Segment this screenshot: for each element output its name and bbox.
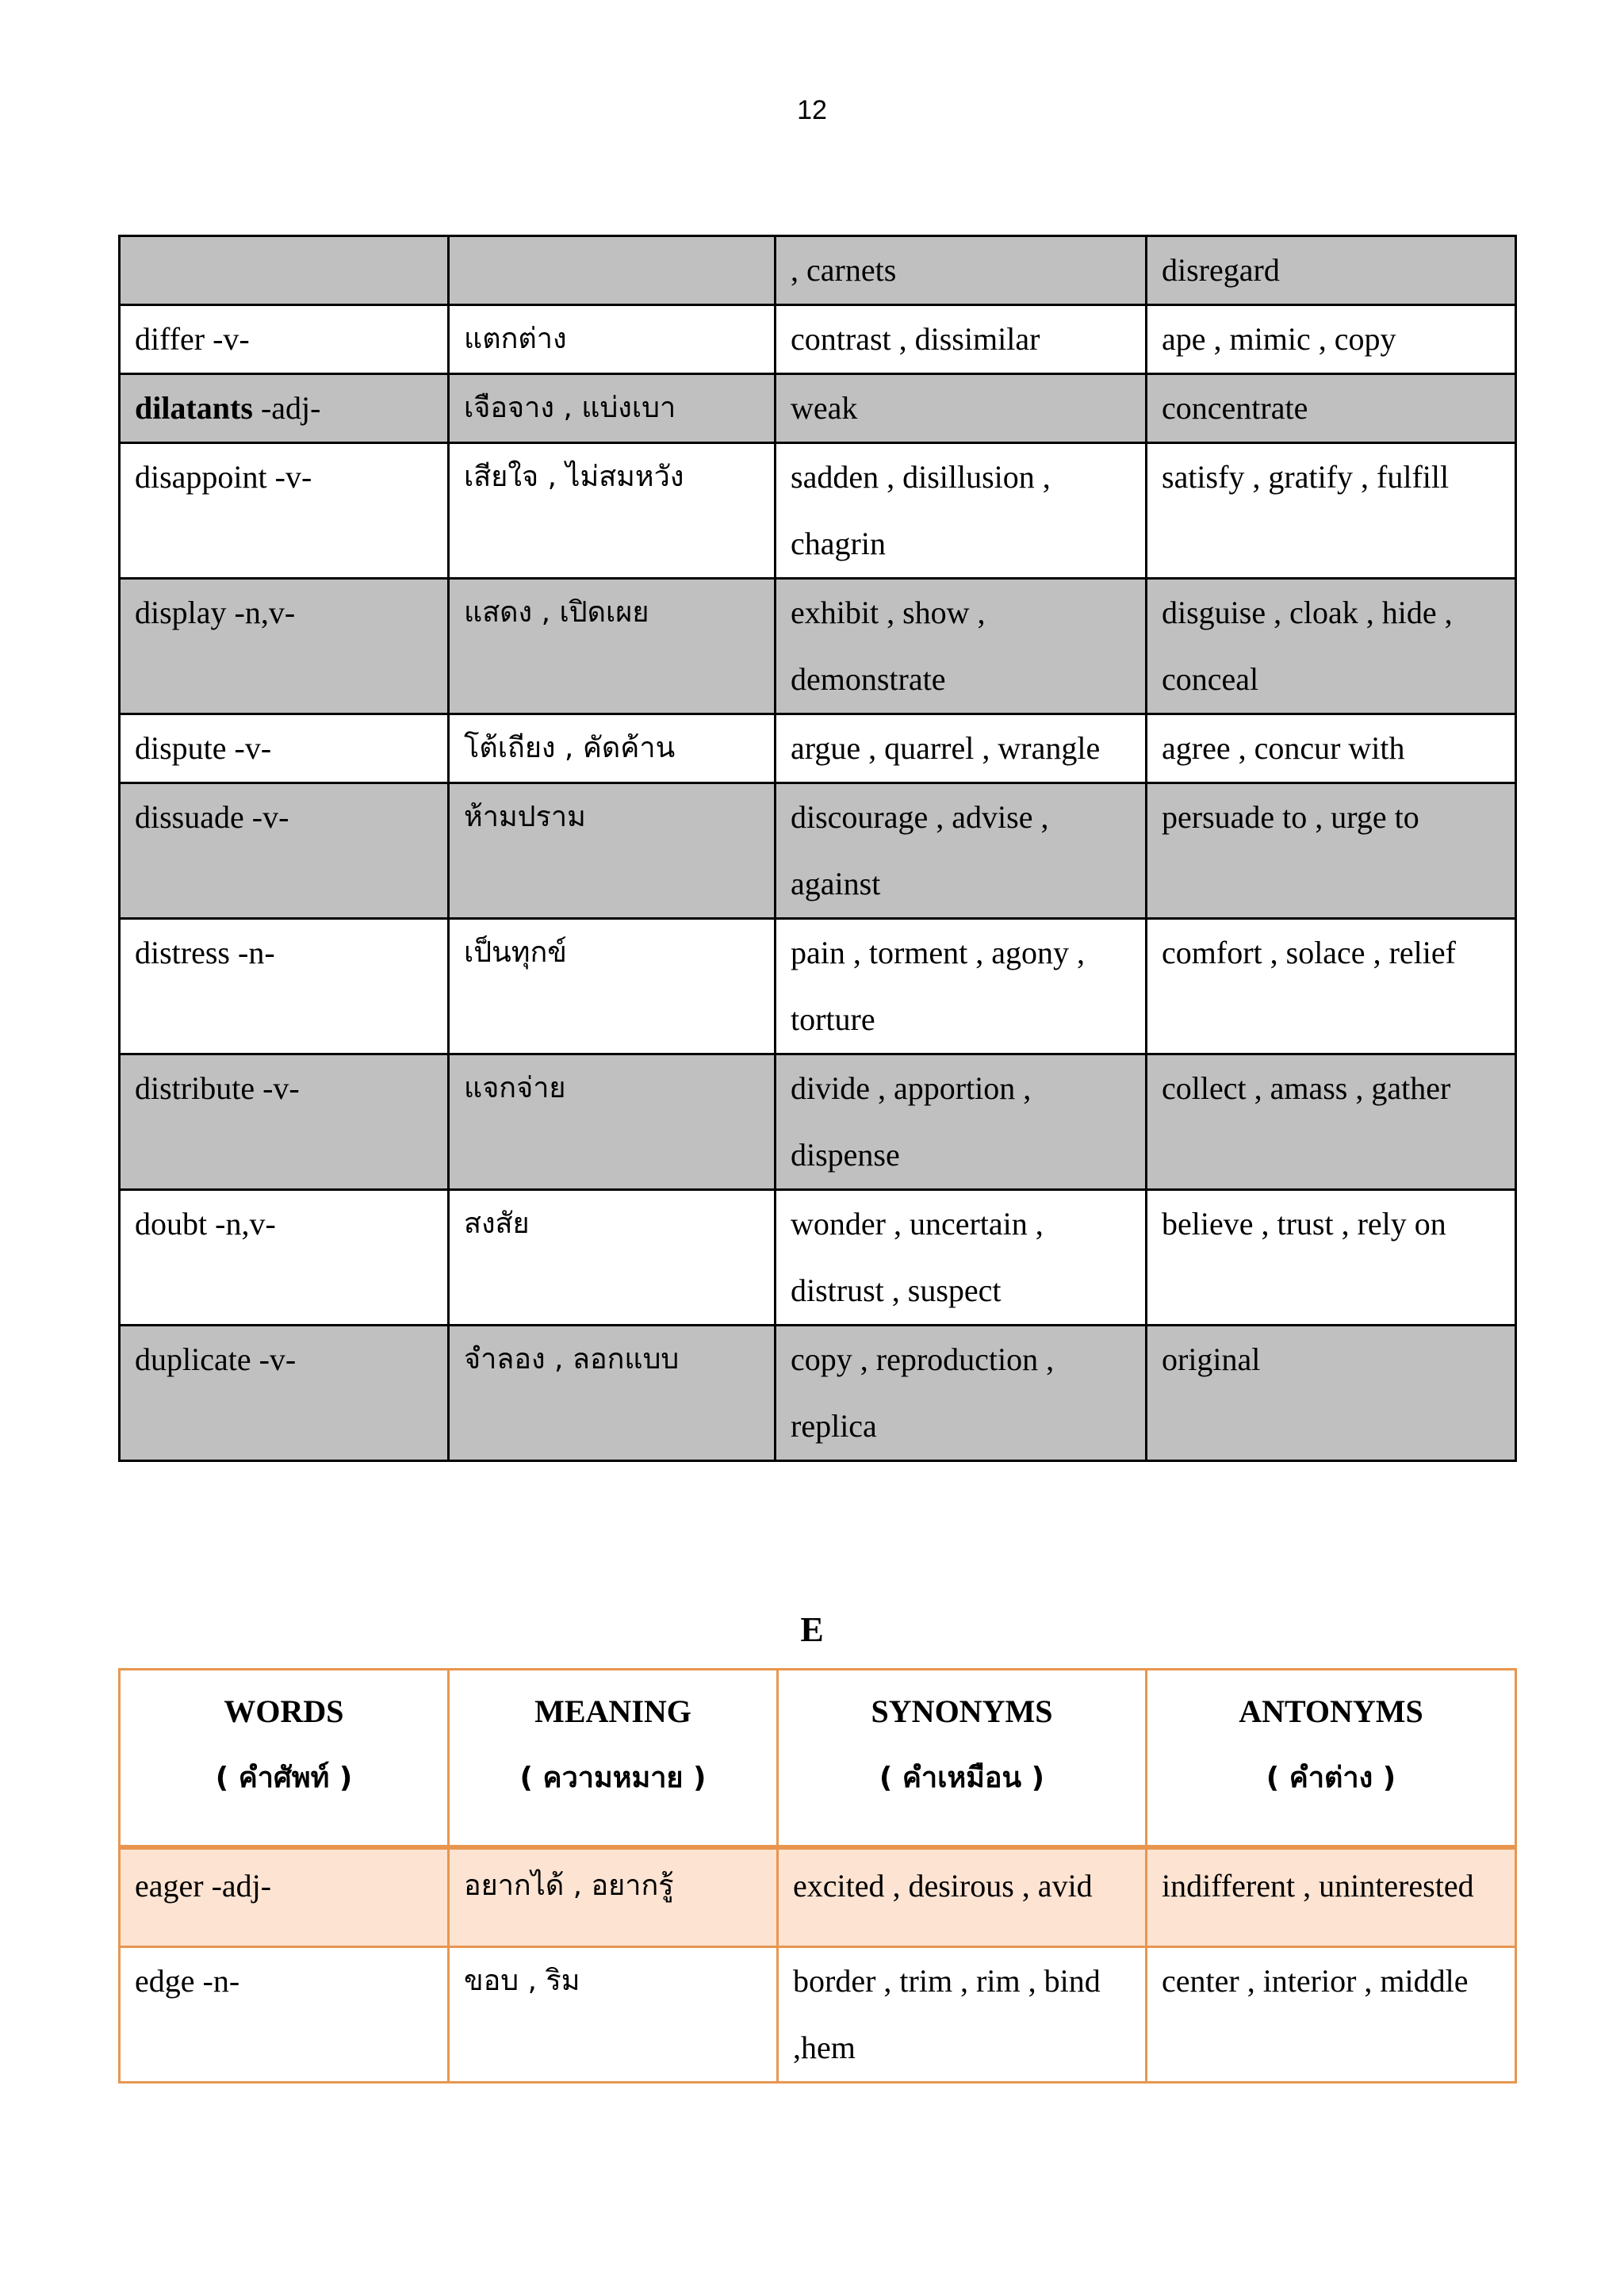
word-cell: doubt -n,v- (120, 1190, 449, 1326)
meaning-cell: ขอบ , ริม (449, 1947, 778, 2083)
word-cell: display -n,v- (120, 579, 449, 714)
header-meaning: MEANING ( ความหมาย ) (449, 1670, 778, 1848)
table-row (120, 1847, 1516, 1947)
word-cell: edge -n- (120, 1947, 449, 2083)
synonyms-cell: border , trim , rim , bind ,hem (778, 1947, 1147, 2083)
meaning-cell: แตกต่าง (449, 305, 776, 374)
word-cell: eager -adj- (120, 1847, 449, 1947)
word-cell: dilatants -adj- (120, 374, 449, 443)
synonyms-cell: copy , reproduction , replica (776, 1326, 1147, 1461)
antonyms-cell: satisfy , gratify , fulfill (1147, 443, 1516, 579)
table-row (120, 236, 1516, 305)
word-cell: disappoint -v- (120, 443, 449, 579)
table-row (120, 374, 1516, 443)
word-cell: differ -v- (120, 305, 449, 374)
word-cell: distribute -v- (120, 1054, 449, 1190)
section-heading: E (800, 1610, 824, 1649)
synonyms-cell: discourage , advise , against (776, 783, 1147, 919)
table-row (120, 919, 1516, 1054)
meaning-cell: อยากได้ , อยากรู้ (449, 1847, 778, 1947)
synonyms-cell: sadden , disillusion , chagrin (776, 443, 1147, 579)
synonyms-cell: divide , apportion , dispense (776, 1054, 1147, 1190)
header-words: WORDS ( คำศัพท์ ) (120, 1670, 449, 1848)
header-antonyms: ANTONYMS ( คำต่าง ) (1147, 1670, 1516, 1848)
vocabulary-table-e (118, 1668, 1517, 2084)
synonyms-cell: wonder , uncertain , distrust , suspect (776, 1190, 1147, 1326)
antonyms-cell: indifferent , uninterested (1147, 1847, 1516, 1947)
meaning-cell: เป็นทุกข์ (449, 919, 776, 1054)
synonyms-cell: exhibit , show , demonstrate (776, 579, 1147, 714)
table-row (120, 443, 1516, 579)
vocabulary-table-d (118, 235, 1517, 1462)
meaning-cell: จำลอง , ลอกแบบ (449, 1326, 776, 1461)
meaning-cell: แสดง , เปิดเผย (449, 579, 776, 714)
table-row (120, 1947, 1516, 2083)
table-row (120, 783, 1516, 919)
table-row (120, 305, 1516, 374)
synonyms-cell: pain , torment , agony , torture (776, 919, 1147, 1054)
header-row (120, 1670, 1516, 1848)
meaning-cell: โต้เถียง , คัดค้าน (449, 714, 776, 783)
table-row (120, 1326, 1516, 1461)
antonyms-cell: original (1147, 1326, 1516, 1461)
antonyms-cell: persuade to , urge to (1147, 783, 1516, 919)
header-synonyms: SYNONYMS ( คำเหมือน ) (778, 1670, 1147, 1848)
meaning-cell: เจือจาง , แบ่งเบา (449, 374, 776, 443)
table-row (120, 1190, 1516, 1326)
synonyms-cell: weak (776, 374, 1147, 443)
meaning-cell: แจกจ่าย (449, 1054, 776, 1190)
word-cell: dispute -v- (120, 714, 449, 783)
meaning-cell (449, 236, 776, 305)
antonyms-cell: agree , concur with (1147, 714, 1516, 783)
table-row (120, 714, 1516, 783)
synonyms-cell: , carnets (776, 236, 1147, 305)
word-cell (120, 236, 449, 305)
table-row (120, 579, 1516, 714)
antonyms-cell: center , interior , middle (1147, 1947, 1516, 2083)
antonyms-cell: disregard (1147, 236, 1516, 305)
synonyms-cell: contrast , dissimilar (776, 305, 1147, 374)
table-row (120, 1054, 1516, 1190)
antonyms-cell: concentrate (1147, 374, 1516, 443)
antonyms-cell: believe , trust , rely on (1147, 1190, 1516, 1326)
synonyms-cell: argue , quarrel , wrangle (776, 714, 1147, 783)
meaning-cell: เสียใจ , ไม่สมหวัง (449, 443, 776, 579)
antonyms-cell: comfort , solace , relief (1147, 919, 1516, 1054)
page-number: 12 (797, 95, 827, 125)
antonyms-cell: collect , amass , gather (1147, 1054, 1516, 1190)
word-cell: duplicate -v- (120, 1326, 449, 1461)
antonyms-cell: ape , mimic , copy (1147, 305, 1516, 374)
meaning-cell: ห้ามปราม (449, 783, 776, 919)
antonyms-cell: disguise , cloak , hide , conceal (1147, 579, 1516, 714)
synonyms-cell: excited , desirous , avid (778, 1847, 1147, 1947)
word-cell: distress -n- (120, 919, 449, 1054)
meaning-cell: สงสัย (449, 1190, 776, 1326)
word-cell: dissuade -v- (120, 783, 449, 919)
